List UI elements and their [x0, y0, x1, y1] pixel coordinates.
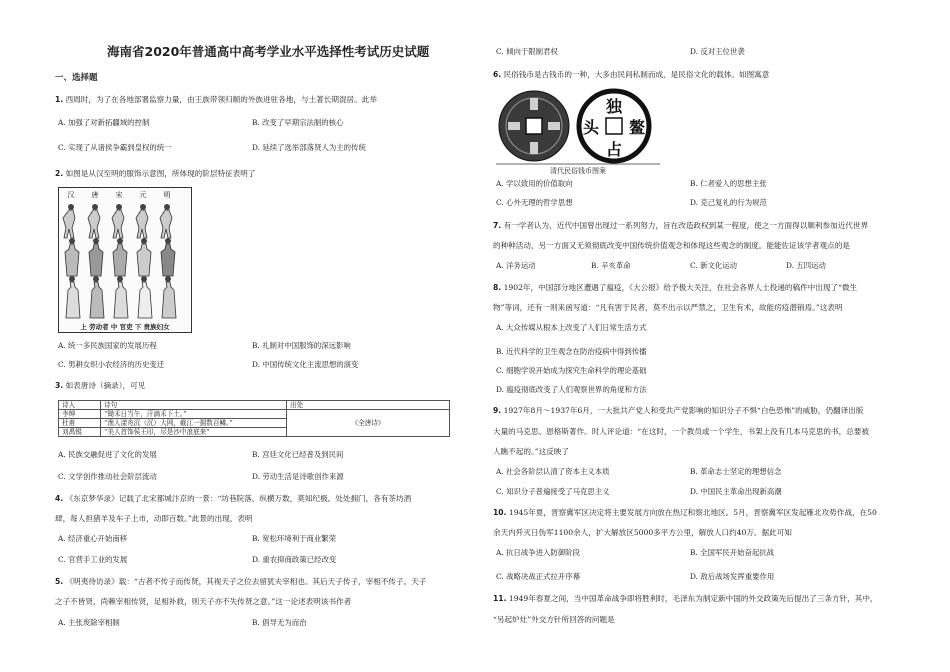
q8-option-b[interactable]: B. 近代科学的卫生观念在防治疫病中得到传播	[496, 347, 647, 356]
q1-option-a[interactable]: A. 加强了对新拓疆域的控制	[58, 118, 150, 127]
dynasty-label: 元	[139, 191, 147, 199]
table-row	[59, 410, 450, 419]
figure-ming-official	[161, 244, 175, 276]
q9-option-d[interactable]: D. 中国民主革命出现新高潮	[690, 487, 782, 496]
poem-table	[58, 400, 450, 437]
dynasty-label: 宋	[115, 191, 123, 199]
dynasty-label: 明	[163, 191, 171, 199]
q6-option-a[interactable]: A. 学以致用的价值取向	[496, 179, 573, 188]
q2-option-d[interactable]: D. 中国传统文化主流思想的演变	[252, 360, 359, 369]
figure-song-labourer	[112, 210, 124, 238]
page-title: 海南省2020年普通高中高考学业水平选择性考试历史试题	[107, 44, 430, 59]
q8-option-c[interactable]: C. 细胞学说开始成为探究生命科学的理论基础	[496, 366, 647, 375]
table-cell: 杜甫	[59, 419, 101, 428]
q3-option-a[interactable]: A. 民族交融促进了文化的发展	[58, 450, 157, 459]
q10-option-a[interactable]: A. 抗日战争进入防御阶段	[496, 548, 580, 557]
figure-han-noblewoman	[66, 282, 80, 318]
question-9: 9. 1927年8月～1937年6月，一大批共产党人和受共产党影响的知识分子不惧“白色恐怖”的威胁，仍翻译出版	[493, 406, 864, 415]
q7-option-c[interactable]: C. 新文化运动	[690, 261, 738, 270]
table-cell: “锄禾日当午，汗滴禾下土。”	[101, 410, 287, 419]
question-6: 6. 民俗钱币是古钱币的一种，大多由民间私制而成，是民俗文化的载体。如图寓意	[493, 70, 770, 79]
question-8: 8. 1902年，中国部分地区遭遇了瘟疫，《大公报》给予极大关注，在社会各界人士投递的稿件中出现了“微生	[493, 283, 858, 292]
figure-tang-official	[89, 244, 103, 276]
q2-option-a[interactable]: A. 统一多民族国家的发展历程	[58, 341, 157, 350]
q6-option-d[interactable]: D. 克己复礼的行为规范	[690, 198, 767, 207]
section-heading: 一、选择题	[55, 73, 98, 83]
question-9-line-3: 人瞧不起的。”这反映了	[493, 447, 570, 456]
table-cell: 李绅	[59, 410, 101, 419]
q7-option-b[interactable]: B. 辛亥革命	[591, 261, 631, 270]
q5-option-d[interactable]: D. 反对王位世袭	[690, 47, 745, 56]
clothing-illustration	[59, 188, 191, 332]
question-5: 5. 《明夷待访录》载：“古者不传子而传贤，其视天子之位去留犹夫宰相也。其后天子传子，宰相不传子。天子	[55, 577, 427, 586]
question-9-line-2: 大量的马克思、恩格斯著作。时人评论道：“在这时，一个教员或一个学生，书架上没有几本马克思的书，总要被	[493, 427, 869, 436]
table-cell: 刘禹锡	[59, 428, 101, 437]
table-header: 诗人	[59, 401, 101, 410]
q2-option-b[interactable]: B. 礼制对中国服饰的深远影响	[252, 341, 351, 350]
question-4: 4. 《东京梦华录》记载了北宋都城汴京的一景：“坊巷院落，纵横万数，莫知纪极。处处拥门，各有茶坊酒	[55, 494, 412, 503]
q6-option-b[interactable]: B. 仁者爱人的思想主张	[690, 179, 767, 188]
figure-tang-labourer	[88, 210, 100, 238]
q1-option-d[interactable]: D. 延续了选举部落贤人为主的传统	[252, 143, 366, 152]
figure-caption: 上 劳动者 中 官吏 下 贵族妇女	[80, 323, 170, 331]
question-11: 11. 1949年春夏之间，当中国革命战争即将胜利时，毛泽东为制定新中国的外交政策先后提出了三条方针，其中，	[493, 594, 878, 603]
table-cell-source: 《全唐诗》	[287, 410, 450, 437]
figure-song-official	[113, 244, 127, 276]
figure-yuan-official	[137, 244, 151, 276]
coin-char-bottom: 占	[605, 140, 623, 159]
q3-option-b[interactable]: B. 宫廷文化已经普及到民间	[252, 450, 344, 459]
q5-option-a[interactable]: A. 主张废除宰相制	[58, 618, 120, 627]
q9-option-c[interactable]: C. 知识分子普遍接受了马克思主义	[496, 487, 610, 496]
question-5-line-2: 之子不皆贤，尚赖宰相传贤，足相补救，则天子亦不失传贤之意。”这一论述表明该书作者	[55, 597, 352, 606]
q9-option-a[interactable]: A. 社会各阶层认清了资本主义本质	[496, 467, 610, 476]
q8-option-d[interactable]: D. 瘟疫彻底改变了人们观察世界的角度和方法	[496, 385, 647, 394]
coin-char-left: 头	[582, 118, 600, 137]
figure-yuan-noblewoman	[138, 282, 152, 318]
question-3: 3. 如表唐诗（摘录），可见	[55, 381, 146, 390]
q5-option-b[interactable]: B. 倡导无为而治	[252, 618, 307, 627]
figure-yuan-labourer	[136, 210, 148, 238]
q10-option-b[interactable]: B. 全国军民开始奋起抗战	[690, 548, 775, 557]
figure-han-official	[65, 244, 79, 276]
q4-option-c[interactable]: C. 官营手工业的发展	[58, 555, 128, 564]
q7-option-a[interactable]: A. 洋务运动	[496, 261, 536, 270]
question-4-line-2: 肆，每人担猪羊及车子上市，动即百数。”此景的出现，表明	[55, 514, 253, 523]
figure-song-noblewoman	[114, 282, 128, 318]
question-1: 1. 西周时，为了在各地部署监察力量，由王族带领归顺的外族进驻各地，与土著长期混居。此举	[55, 95, 377, 104]
q3-option-c[interactable]: C. 文学创作推动社会阶层流动	[58, 472, 157, 481]
question-2: 2. 如图是从汉至明的服饰示意图，所体现的阶层特征表明了	[55, 169, 256, 178]
q3-option-d[interactable]: D. 劳动生活是诗歌创作来源	[252, 472, 344, 481]
figure-tang-noblewoman	[90, 282, 104, 318]
q6-option-c[interactable]: C. 心外无理的哲学思想	[496, 198, 573, 207]
q1-option-b[interactable]: B. 改变了早期宗法制的核心	[252, 118, 344, 127]
q1-option-c[interactable]: C. 实现了从诸侯争霸到皇权的统一	[58, 143, 172, 152]
question-11-line-2: “另起炉灶”外交方针所回答的问题是	[493, 615, 615, 624]
q5-option-c[interactable]: C. 倾向于限制君权	[496, 47, 558, 56]
table-header: 诗句	[101, 401, 287, 410]
question-7-line-2: 的种种活动，另一方面又无须彻底改变中国传统价值观念和体现这些观念的制度。能能佐证该学者观点的是	[493, 241, 850, 250]
question-10-line-2: 余天内歼灭日伪军1100余人，扩大解放区5000多平方公里，解放人口约40万。据此可知	[493, 528, 792, 537]
coin-figure	[496, 88, 660, 174]
q7-option-d[interactable]: D. 五四运动	[786, 261, 826, 270]
coin-right-hole	[606, 118, 622, 134]
clothing-figure	[58, 187, 192, 333]
coin-left-hole	[526, 118, 542, 134]
figure-ming-labourer	[160, 210, 172, 238]
q10-option-c[interactable]: C. 战略决战正式拉开序幕	[496, 572, 580, 581]
question-8-line-2: 物”等词，还有一则来函写道：“凡有害于民者，莫不出示以严禁之，卫生有术，故能疠疫潜销焉。”这表明	[493, 303, 843, 312]
question-7: 7. 有一学者认为，近代中国曾出现过一系列努力，旨在改造政权到某一程度，使之一方面得以顺利参加近代世界	[493, 221, 869, 230]
q4-option-a[interactable]: A. 经济重心开始南移	[58, 534, 128, 543]
dynasty-label: 汉	[67, 191, 75, 199]
table-cell: “渔人漾舟沉（沉）大网，截江一拥数百鳞。”	[101, 419, 287, 428]
figure-ming-noblewoman	[162, 282, 176, 318]
coin-char-right: 鳌	[628, 118, 646, 137]
question-10: 10. 1945年夏，晋察冀军区决定将主要发展方向放在热辽和察北地区。5月，晋察冀军区发起雁北攻势作战，在50	[493, 508, 877, 517]
table-cell: “美人首饰侯王印，尽是沙中浪底来”	[101, 428, 287, 437]
figure-han-labourer	[63, 210, 75, 238]
dynasty-label: 唐	[91, 191, 99, 199]
q2-option-c[interactable]: C. 男耕女织小农经济的历史变迁	[58, 360, 165, 369]
coin-caption: 清代民俗钱币图案	[550, 167, 606, 174]
coin-illustration	[496, 88, 660, 174]
q10-option-d[interactable]: D. 敌后战场发挥重要作用	[690, 572, 775, 581]
table-header: 出处	[287, 401, 450, 410]
coin-char-top: 独	[605, 97, 623, 116]
q9-option-b[interactable]: B. 革命志士坚定的理想信念	[690, 467, 782, 476]
table-header-row	[59, 401, 450, 410]
q4-option-d[interactable]: D. 重农抑商政策已经改变	[252, 555, 337, 564]
q4-option-b[interactable]: B. 宽松环境利于商业繁荣	[252, 534, 337, 543]
q8-option-a[interactable]: A. 大众传媒从根本上改变了人们日常生活方式	[496, 323, 647, 332]
